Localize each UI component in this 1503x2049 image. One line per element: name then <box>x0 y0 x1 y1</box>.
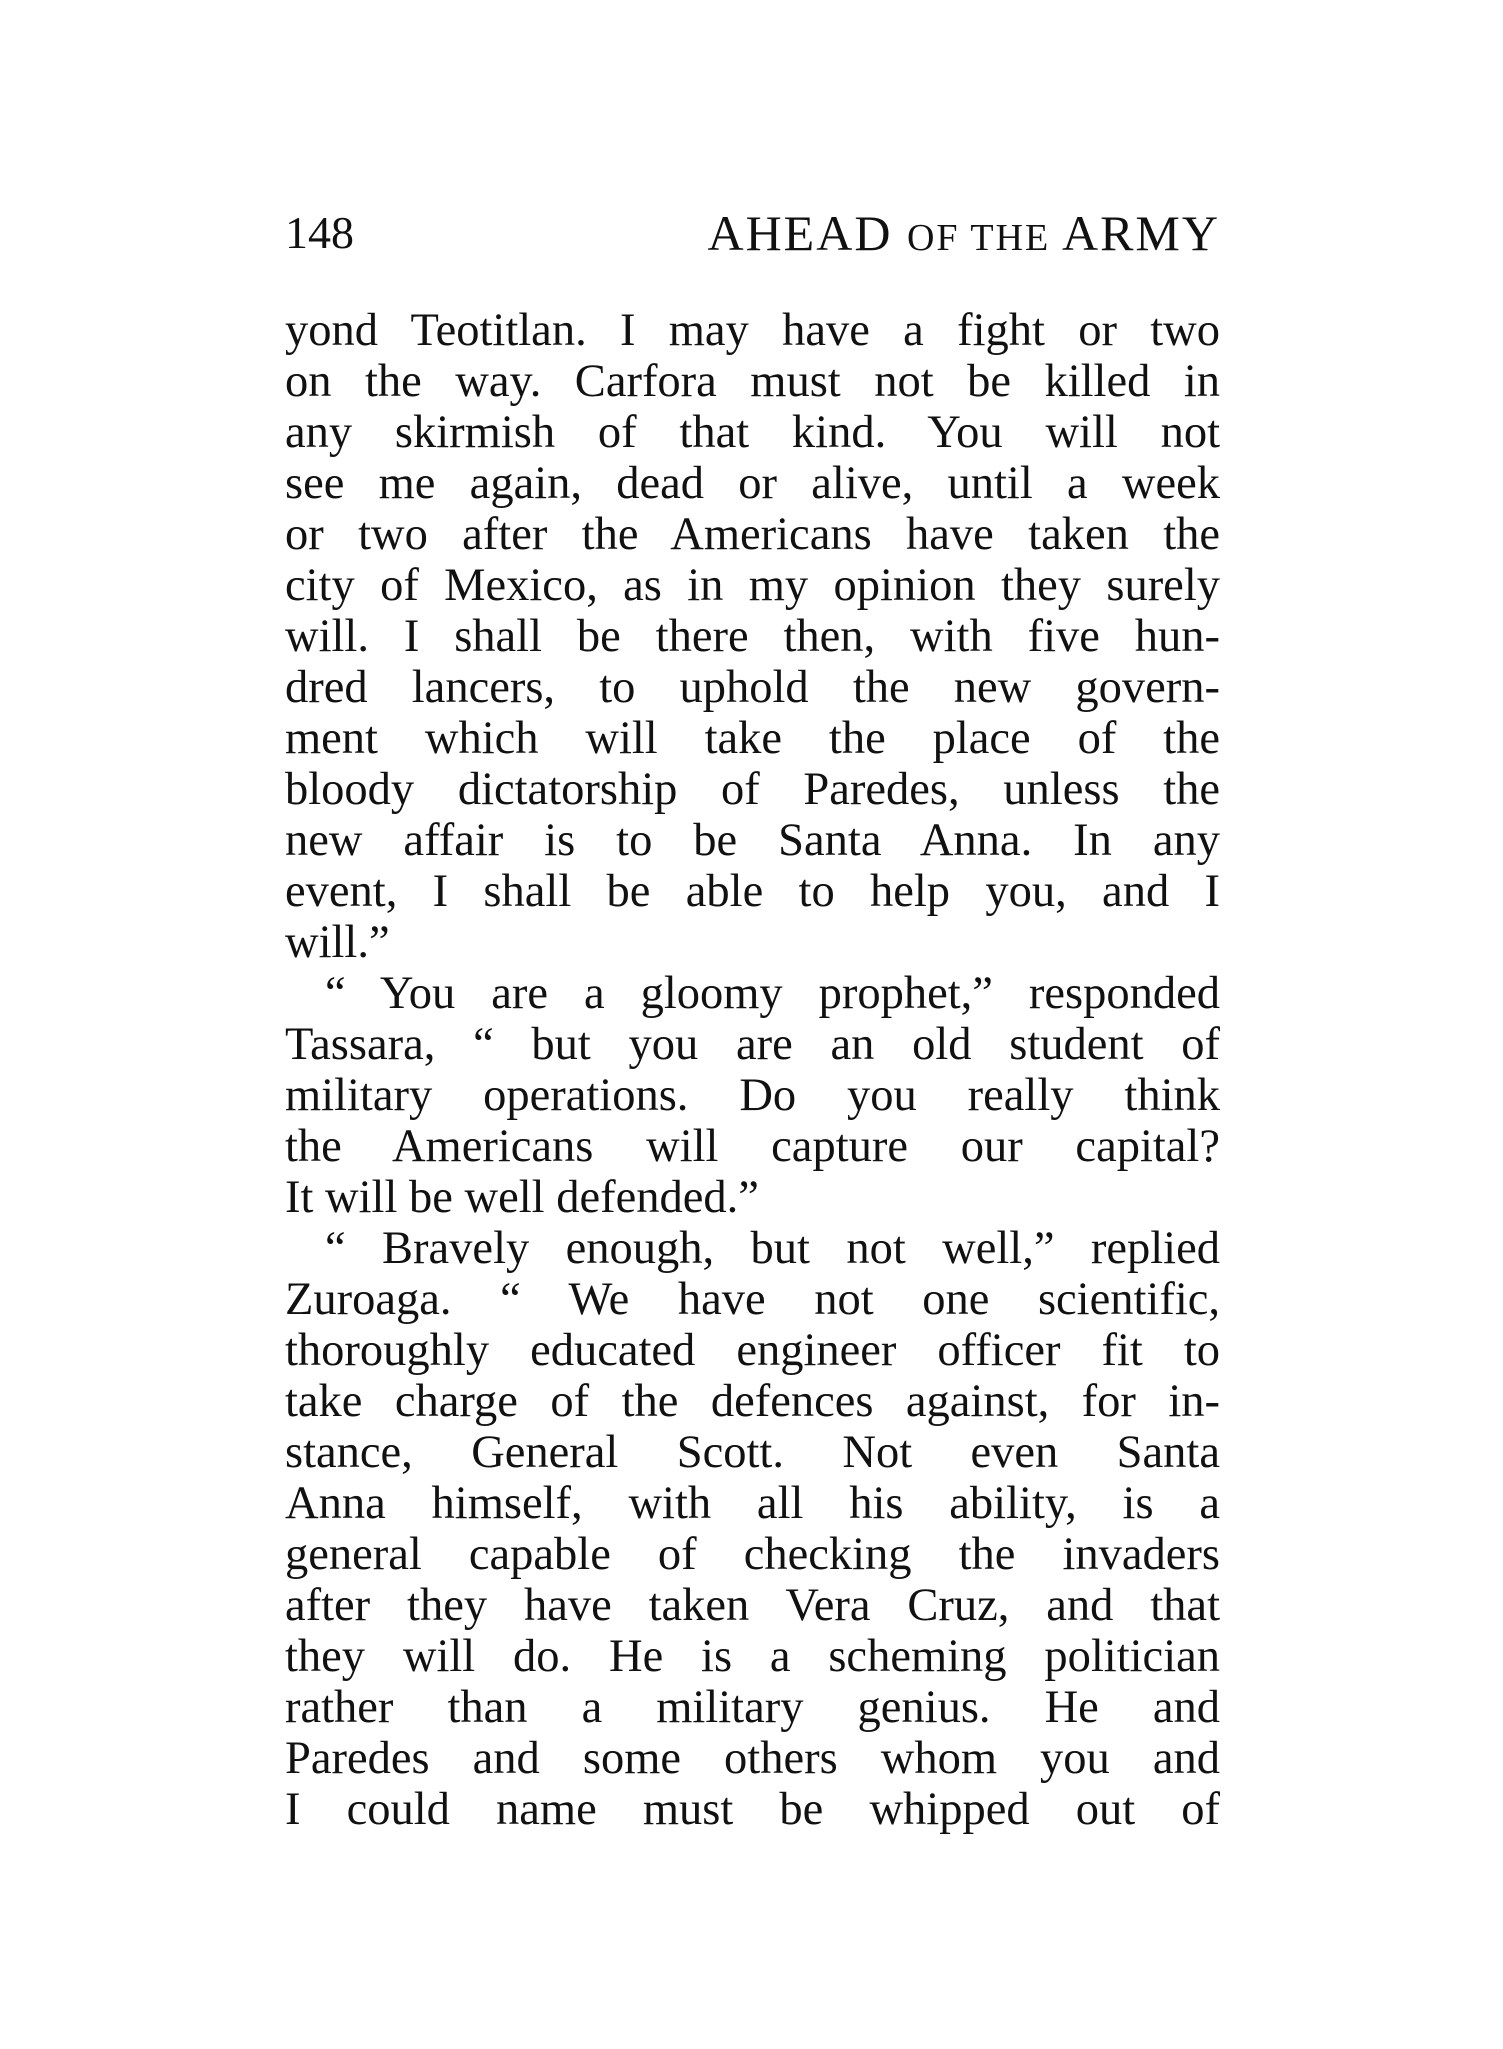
text-line: Tassara, “ but you are an old student of <box>285 1019 1220 1070</box>
page-number: 148 <box>285 207 354 258</box>
text-line: Anna himself, with all his ability, is a <box>285 1478 1220 1529</box>
running-head-word-army: ARMY <box>1061 205 1220 261</box>
text-line: any skirmish of that kind. You will not <box>285 407 1220 458</box>
running-head-word-ahead: AHEAD <box>707 205 893 261</box>
text-line: city of Mexico, as in my opinion they surely <box>285 560 1220 611</box>
text-line: military operations. Do you really think <box>285 1070 1220 1121</box>
text-line: will.” <box>285 917 390 968</box>
text-line: It will be well defended.” <box>285 1172 759 1223</box>
text-line: Zuroaga. “ We have not one scientific, <box>285 1274 1220 1325</box>
text-line: I could name must be whipped out of <box>285 1784 1220 1835</box>
text-line: thoroughly educated engineer officer fit to <box>285 1325 1220 1376</box>
text-line: dred lancers, to uphold the new govern- <box>285 662 1220 713</box>
running-head-word-of-the: OF THE <box>906 217 1051 259</box>
text-line: yond Teotitlan. I may have a fight or two <box>285 305 1220 356</box>
text-line: stance, General Scott. Not even Santa <box>285 1427 1220 1478</box>
running-head <box>707 198 1220 273</box>
text-line: see me again, dead or alive, until a week <box>285 458 1220 509</box>
text-line: the Americans will capture our capital? <box>285 1121 1220 1172</box>
text-line: new affair is to be Santa Anna. In any <box>285 815 1220 866</box>
text-line: ment which will take the place of the <box>285 713 1220 764</box>
text-line: “ Bravely enough, but not well,” replied <box>325 1223 1220 1274</box>
text-line: they will do. He is a scheming politician <box>285 1631 1220 1682</box>
text-line: will. I shall be there then, with five hun- <box>285 611 1220 662</box>
text-line: on the way. Carfora must not be killed in <box>285 356 1220 407</box>
text-line: after they have taken Vera Cruz, and that <box>285 1580 1220 1631</box>
text-line: event, I shall be able to help you, and I <box>285 866 1220 917</box>
text-line: Paredes and some others whom you and <box>285 1733 1220 1784</box>
text-line: general capable of checking the invaders <box>285 1529 1220 1580</box>
text-line: rather than a military genius. He and <box>285 1682 1220 1733</box>
body-text <box>285 305 1220 1835</box>
page-header <box>285 198 1220 268</box>
text-line: or two after the Americans have taken the <box>285 509 1220 560</box>
text-line: “ You are a gloomy prophet,” responded <box>325 968 1220 1019</box>
text-line: bloody dictatorship of Paredes, unless the <box>285 764 1220 815</box>
text-line: take charge of the defences against, for in- <box>285 1376 1220 1427</box>
